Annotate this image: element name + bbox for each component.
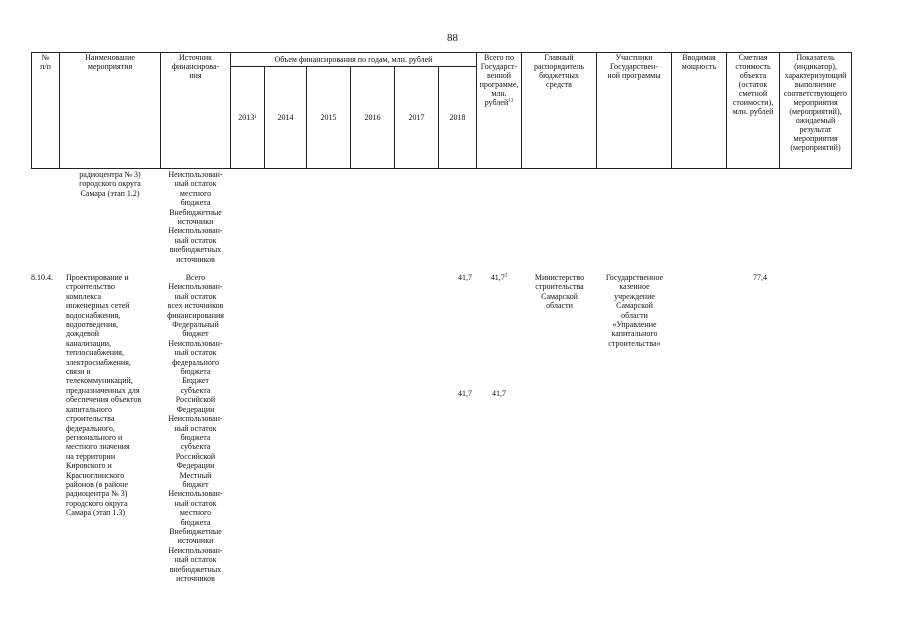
row-2018-total: 41,7 — [458, 273, 472, 282]
header-year-2014: 2014 — [264, 66, 307, 169]
header-num: № п/п — [31, 52, 60, 169]
row-number: 8.10.4. — [31, 273, 53, 282]
row-name: Проектирование и строительство комплекса инженерных сетей водоснабжения, водоотведения, дождевой канализации, теплоснабжения, электроснабжения, связи и телекоммуникаций, предназначенных для обеспечения объектов капитального строительства федерального, регионального и местного значения на территории Кировского и Красноглинского районов (в районе радиоцентра № 3) городского округа Самара (этап 1.3) — [66, 273, 142, 518]
row-manager: Министерство строительства Самарской области — [534, 273, 585, 311]
header-year-2015: 2015 — [306, 66, 351, 169]
header-volume: Объем финансирования по годам, млн. рублей — [230, 52, 477, 67]
header-manager: Главный распорядитель бюджетных средств — [521, 52, 597, 169]
row-program-subject-budget: 41,7 — [492, 389, 506, 398]
header-participants: Участники Государствен- ной программы — [596, 52, 672, 169]
prev-row-name: радиоцентра № 3) городского округа Самара (этап 1.2) — [79, 170, 141, 198]
header-year-2016: 2016 — [350, 66, 395, 169]
header-name: Наименование мероприятия — [59, 52, 161, 169]
header-indicator: Показатель (индикатор), характеризующий выполнение соответствующего мероприятия (мероприятий), ожидаемый результат мероприятия (мероприятий) — [779, 52, 852, 169]
row-2018-subject-budget: 41,7 — [458, 389, 472, 398]
header-year-2017: 2017 — [394, 66, 439, 169]
row-program-total: 41,7$^2$ — [490, 273, 508, 282]
page-number: 88 — [447, 32, 458, 44]
header-estimate: Сметная стоимость объекта (остаток сметной стоимости), млн. рублей — [726, 52, 780, 169]
row-estimate: 77,4 — [753, 273, 767, 282]
header-total: Всего по Государст- венной программе, млн. рублей$^{13}$ — [476, 52, 522, 169]
header-source: Источник финансирова- ния — [160, 52, 231, 169]
header-year-2018: 2018 — [438, 66, 477, 169]
prev-row-sources: Неиспользован- ный остаток местного бюджета Внебюджетные источники Неиспользован- ный остаток внебюджетных источников — [168, 170, 223, 264]
header-capacity: Вводимая мощность — [671, 52, 727, 169]
row-participant: Государственное казенное учреждение Самарской области «Управление капитального строительства» — [605, 273, 664, 348]
header-year-2013: 2013 1 — [230, 66, 265, 169]
row-sources: Всего Неиспользован- ный остаток всех источников финансирования Федеральный бюджет Неиспользован- ный остаток федерального бюджета Бюджет субъекта Российской Федерации Неиспользован- ный остаток бюджета субъекта Российской Федерации Местный бюджет Неиспользован- ный остаток местного бюджета Внебюджетные источники Неиспользован- ный остаток внебюджетных источников — [167, 273, 224, 583]
